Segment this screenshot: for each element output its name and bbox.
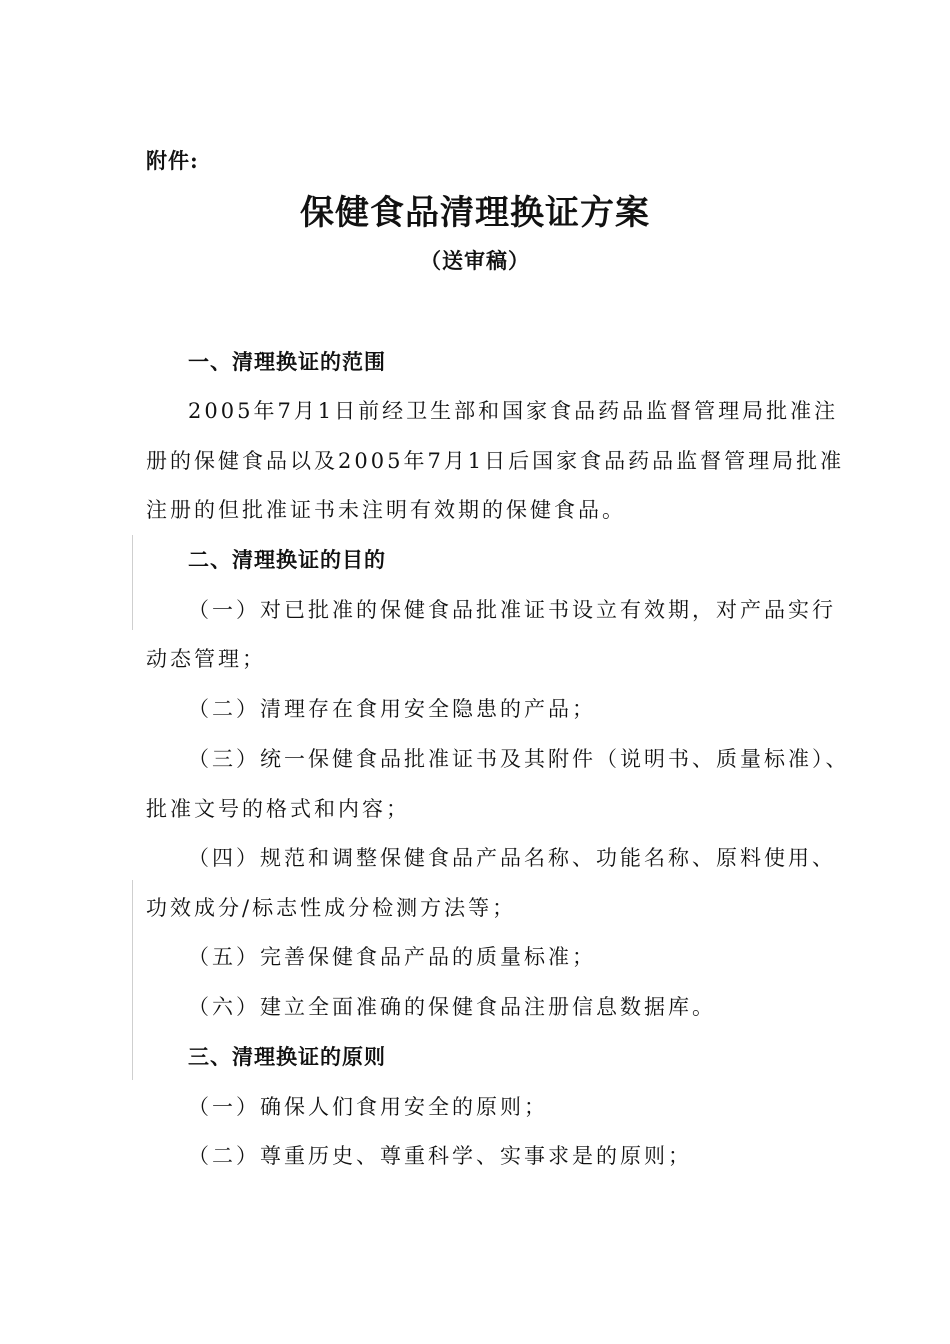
margin-mark bbox=[132, 880, 133, 1080]
section-heading-scope: 一、清理换证的范围 bbox=[188, 349, 386, 374]
list-item-continuation: 批准文号的格式和内容； bbox=[146, 797, 410, 821]
section-heading-purpose: 二、清理换证的目的 bbox=[188, 547, 386, 572]
document-subtitle: （送审稿） bbox=[420, 248, 530, 273]
list-item: （一）对已批准的保健食品批准证书设立有效期，对产品实行 bbox=[188, 598, 836, 622]
list-item: （一）确保人们食用安全的原则； bbox=[188, 1095, 548, 1119]
list-item-continuation: 功效成分/标志性成分检测方法等； bbox=[146, 896, 517, 920]
margin-mark bbox=[132, 535, 133, 630]
list-item: （五）完善保健食品产品的质量标准； bbox=[188, 945, 596, 969]
paragraph-line: 2005年7月1日前经卫生部和国家食品药品监督管理局批准注 bbox=[188, 399, 839, 423]
document-title: 保健食品清理换证方案 bbox=[300, 193, 650, 233]
list-item: （三）统一保健食品批准证书及其附件（说明书、质量标准）、 bbox=[188, 747, 850, 771]
list-item: （六）建立全面准确的保健食品注册信息数据库。 bbox=[188, 995, 716, 1019]
list-item: （二）清理存在食用安全隐患的产品； bbox=[188, 697, 596, 721]
attachment-label: 附件: bbox=[146, 148, 199, 173]
paragraph-line: 注册的但批准证书未注明有效期的保健食品。 bbox=[146, 498, 626, 522]
section-heading-principles: 三、清理换证的原则 bbox=[188, 1044, 386, 1069]
list-item: （四）规范和调整保健食品产品名称、功能名称、原料使用、 bbox=[188, 846, 836, 870]
list-item: （二）尊重历史、尊重科学、实事求是的原则； bbox=[188, 1144, 692, 1168]
paragraph-line: 册的保健食品以及2005年7月1日后国家食品药品监督管理局批准 bbox=[146, 449, 845, 473]
list-item-continuation: 动态管理； bbox=[146, 647, 266, 671]
